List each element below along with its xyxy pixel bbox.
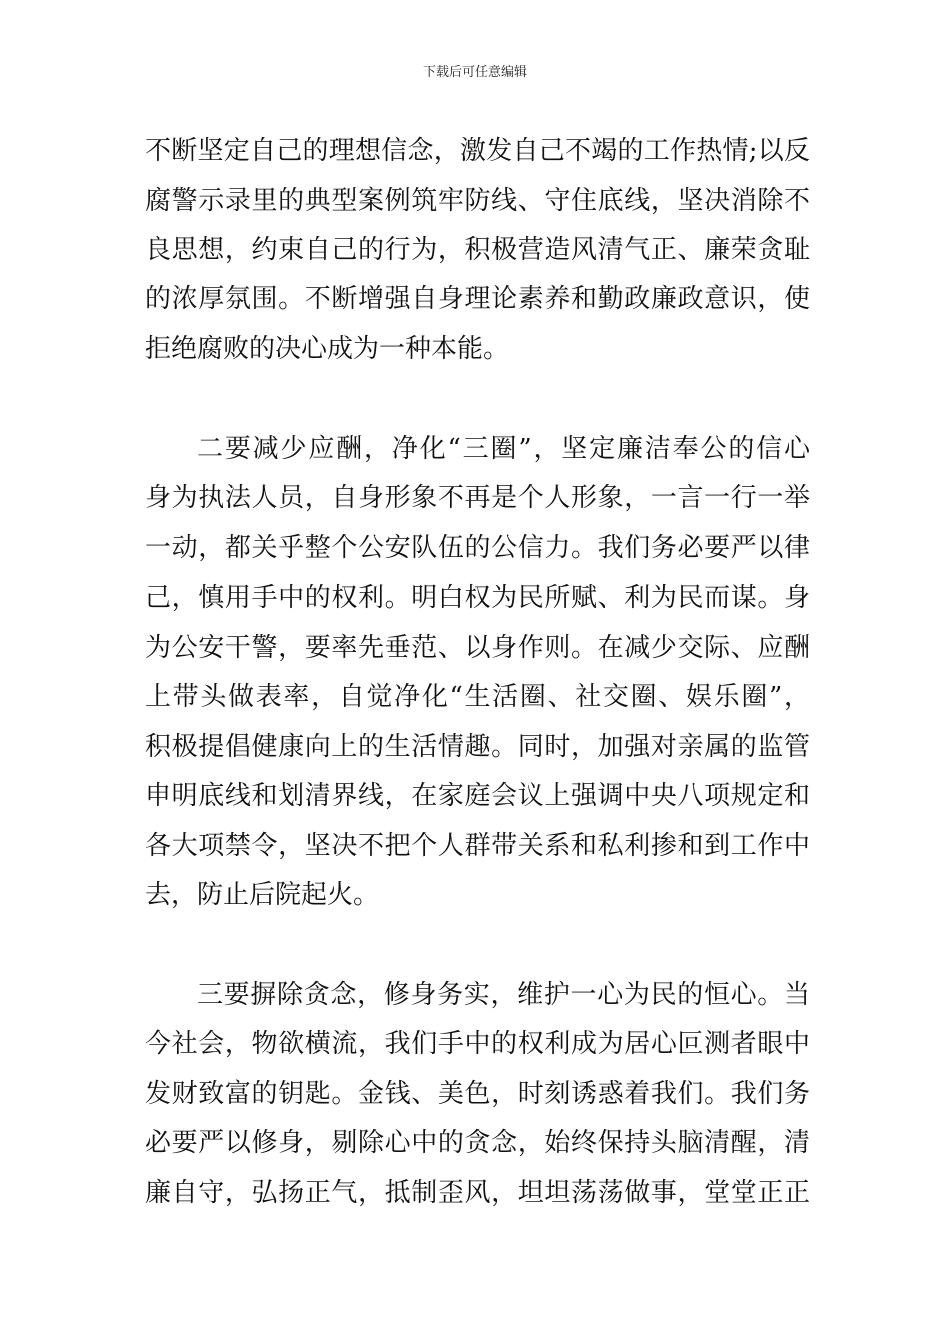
- paragraph-2-line-9: 各大项禁令，坚决不把个人群带关系和私利掺和到工作中: [145, 831, 810, 861]
- paragraph-2-line-6: 上带头做表率，自觉净化“生活圈、社交圈、娱乐圈”，: [145, 682, 810, 712]
- page-header: 下载后可任意编辑: [422, 65, 527, 80]
- paragraph-2-line-7: 积极提倡健康向上的生活情趣。同时，加强对亲属的监管: [145, 732, 810, 762]
- paragraph-3-line-5: 廉自守，弘扬正气，抵制歪风，坦坦荡荡做事，堂堂正正: [145, 1178, 810, 1208]
- paragraph-2-line-1: 二要减少应酬，净化“三圈”，坚定廉洁奉公的信心: [197, 434, 810, 464]
- paragraph-3-line-2: 今社会，物欲横流，我们手中的权利成为居心叵测者眼中: [145, 1029, 810, 1059]
- paragraph-3-line-3: 发财致富的钥匙。金钱、美色，时刻诱惑着我们。我们务: [145, 1079, 810, 1109]
- paragraph-1-line-4: 的浓厚氛围。不断增强自身理论素养和勤政廉政意识，使: [145, 284, 810, 314]
- paragraph-1-line-1: 不断坚定自己的理想信念，激发自己不竭的工作热情;以反: [145, 136, 810, 166]
- paragraph-2-line-8: 申明底线和划清界线，在家庭会议上强调中央八项规定和: [145, 781, 810, 811]
- paragraph-1-line-5: 拒绝腐败的决心成为一种本能。: [145, 334, 510, 364]
- paragraph-2-line-3: 一动，都关乎整个公安队伍的公信力。我们务必要严以律: [145, 533, 810, 563]
- paragraph-2-line-4: 己，慎用手中的权利。明白权为民所赋、利为民而谋。身: [145, 583, 810, 613]
- paragraph-2-line-10: 去，防止后院起火。: [145, 880, 380, 910]
- paragraph-1-line-3: 良思想，约束自己的行为，积极营造风清气正、廉荣贪耻: [145, 235, 810, 265]
- paragraph-2-line-5: 为公安干警，要率先垂范、以身作则。在减少交际、应酬: [145, 633, 810, 663]
- paragraph-1-line-2: 腐警示录里的典型案例筑牢防线、守住底线，坚决消除不: [145, 186, 810, 216]
- paragraph-3-line-1: 三要摒除贪念，修身务实，维护一心为民的恒心。当: [197, 980, 810, 1010]
- paragraph-3-line-4: 必要严以修身，剔除心中的贪念，始终保持头脑清醒，清: [145, 1128, 810, 1158]
- paragraph-2-line-2: 身为执法人员，自身形象不再是个人形象，一言一行一举: [145, 483, 810, 513]
